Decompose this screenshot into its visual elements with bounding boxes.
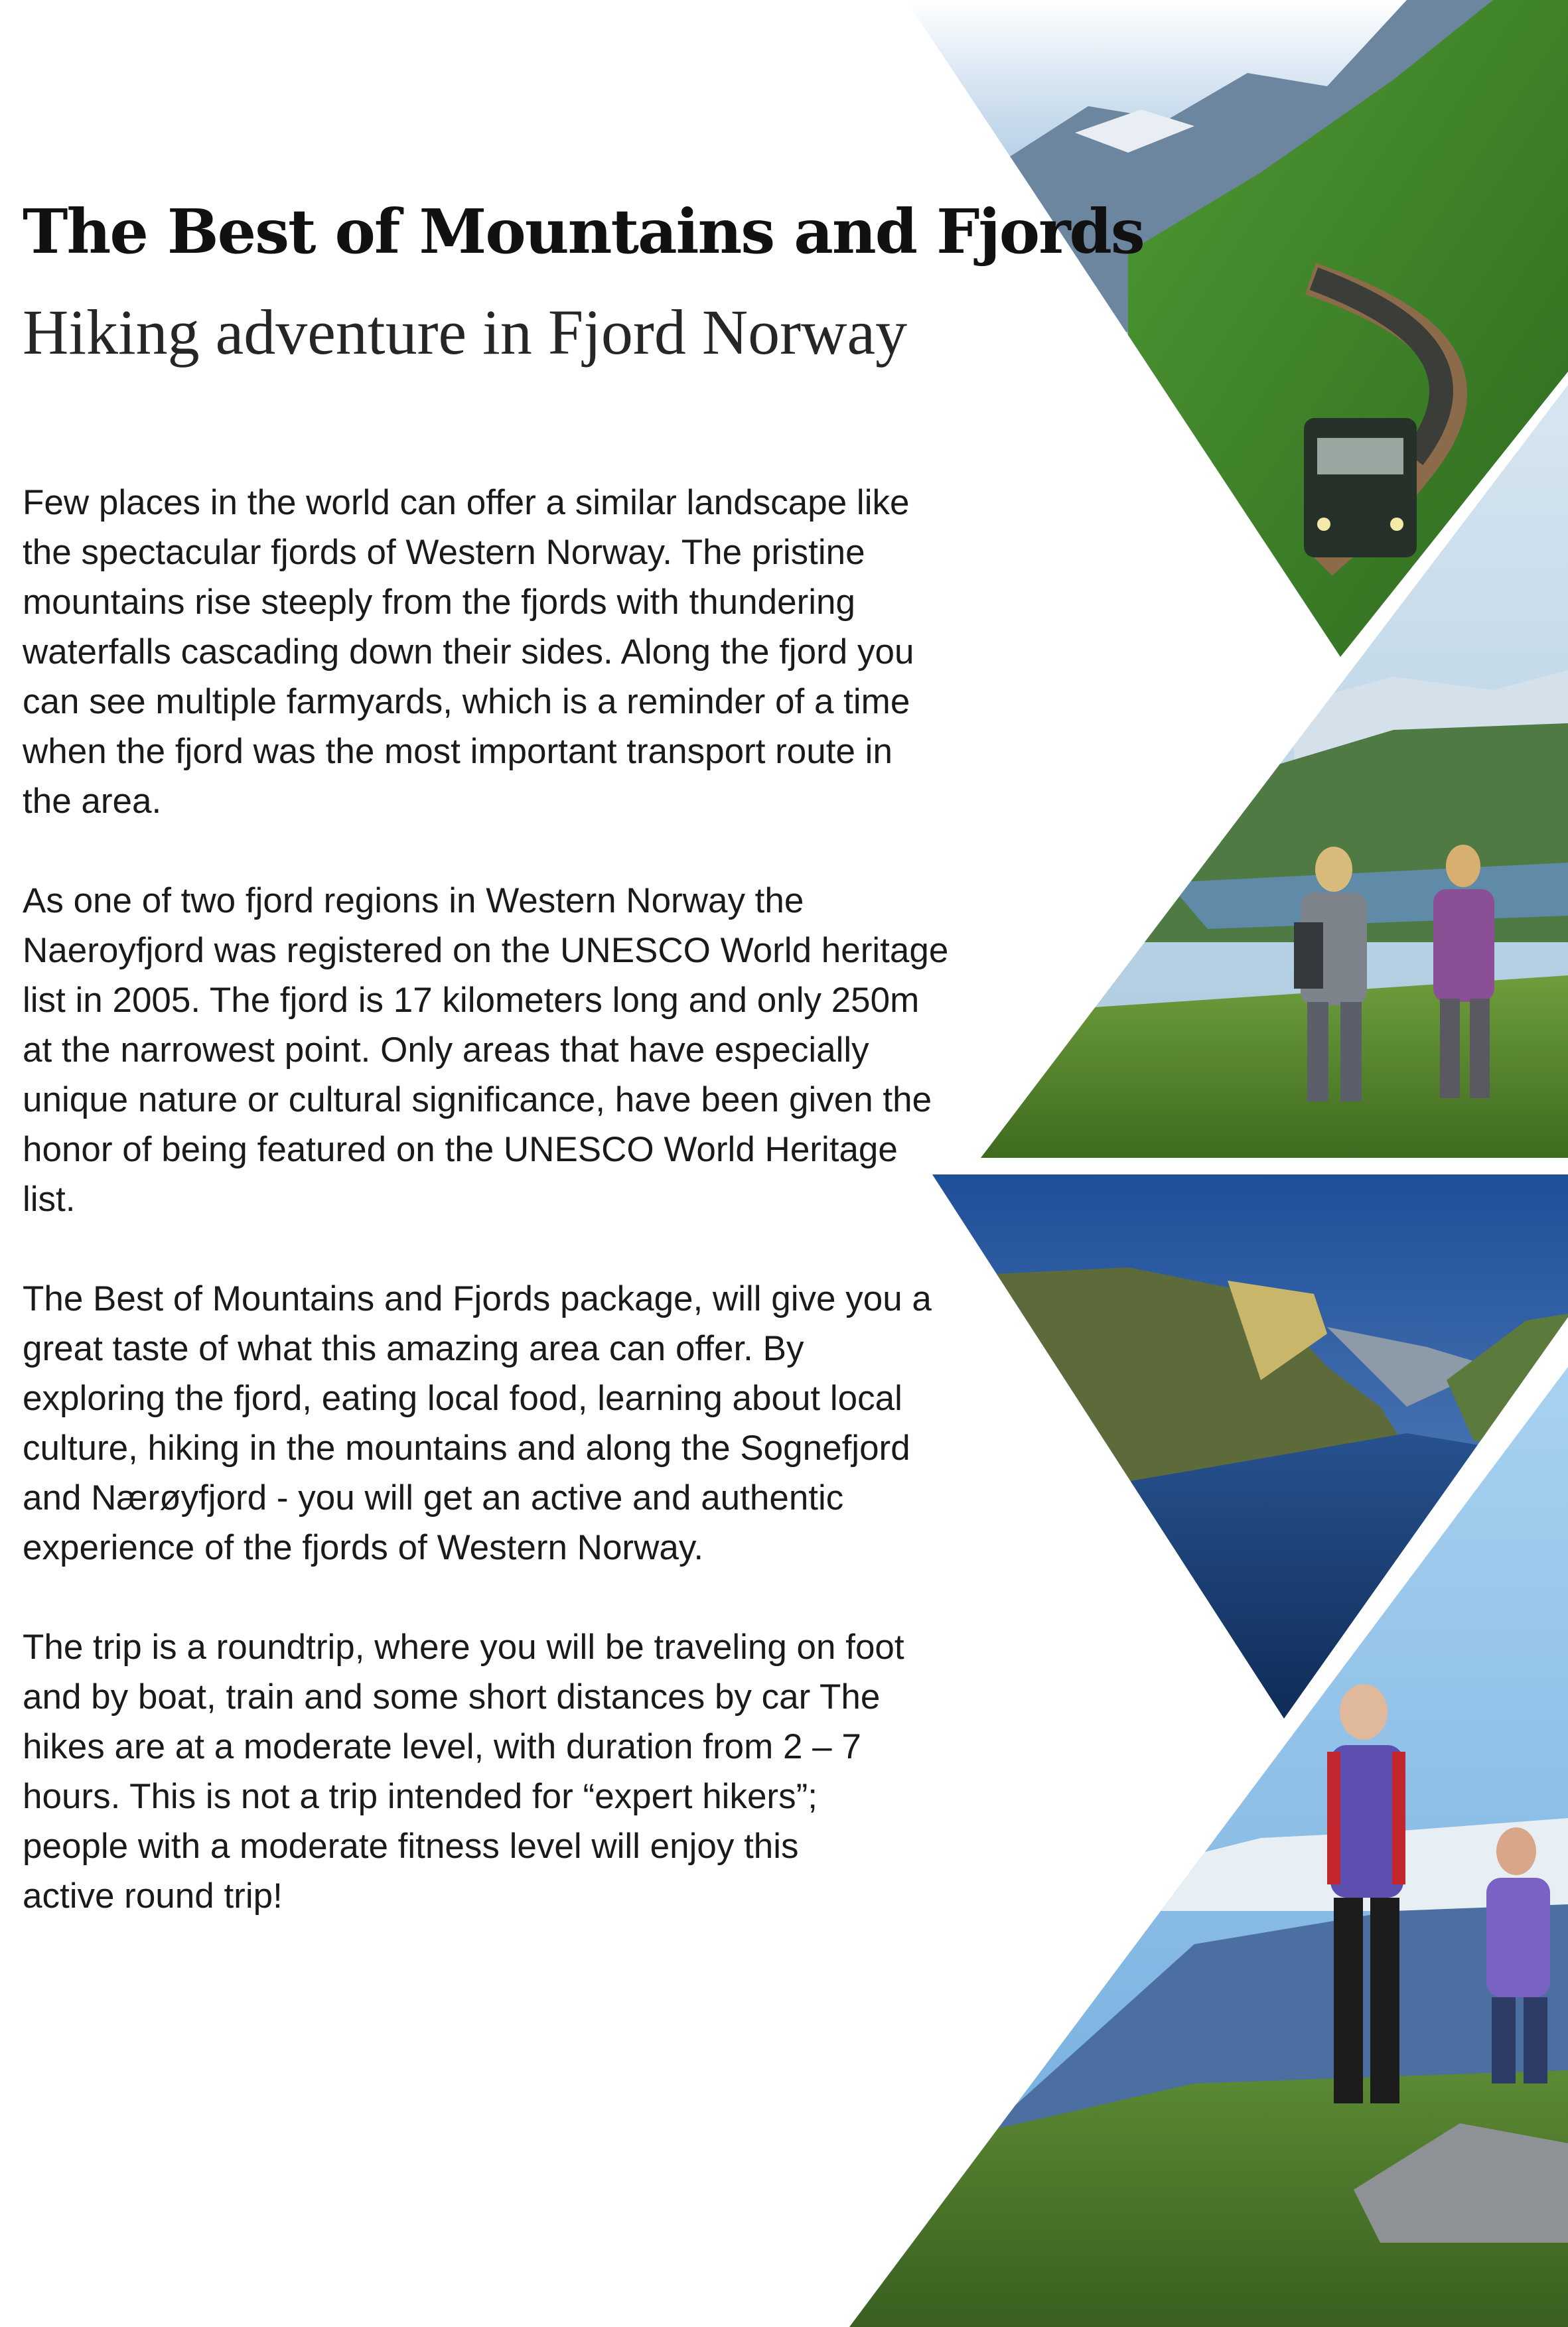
text-line: Naeroyfjord was registered on the UNESCO World heritage <box>23 931 949 970</box>
text-line: active round trip! <box>23 1876 283 1916</box>
text-line: the area. <box>23 782 162 821</box>
page-subtitle: Hiking adventure in Fjord Norway <box>23 297 908 368</box>
text-line: waterfalls cascading down their sides. Along the fjord you <box>23 632 914 671</box>
article-body <box>23 478 978 1971</box>
text-line: and Nærøyfjord - you will get an active and authentic <box>23 1478 844 1517</box>
text-line: hours. This is not a trip intended for “expert hikers”; <box>23 1777 818 1816</box>
text-line: list. <box>23 1180 76 1219</box>
paragraph-unesco <box>23 876 978 1224</box>
text-line: can see multiple farmyards, which is a reminder of a time <box>23 682 910 721</box>
text-line: culture, hiking in the mountains and along the Sognefjord <box>23 1429 910 1468</box>
text-line: and by boat, train and some short distances by car The <box>23 1677 881 1717</box>
text-line: As one of two fjord regions in Western Norway the <box>23 881 804 920</box>
text-line: The trip is a roundtrip, where you will be traveling on foot <box>23 1628 904 1667</box>
text-line: list in 2005. The fjord is 17 kilometers long and only 250m <box>23 981 920 1020</box>
text-line: honor of being featured on the UNESCO World Heritage <box>23 1130 898 1169</box>
text-line: unique nature or cultural significance, have been given the <box>23 1080 932 1119</box>
text-line: at the narrowest point. Only areas that have especially <box>23 1030 869 1070</box>
text-line: people with a moderate fitness level will enjoy this <box>23 1827 799 1866</box>
text-line: the spectacular fjords of Western Norway. The pristine <box>23 533 865 572</box>
text-line: when the fjord was the most important transport route in <box>23 732 892 771</box>
text-line: Few places in the world can offer a similar landscape like <box>23 483 910 522</box>
text-line: great taste of what this amazing area can offer. By <box>23 1329 804 1368</box>
text-line: experience of the fjords of Western Norway. <box>23 1528 704 1567</box>
paragraph-package <box>23 1274 978 1573</box>
paragraph-intro <box>23 478 978 826</box>
paragraph-trip-details <box>23 1622 978 1921</box>
page-title: The Best of Mountains and Fjords <box>23 196 1144 267</box>
text-line: mountains rise steeply from the fjords with thundering <box>23 583 855 622</box>
text-line: hikes are at a moderate level, with duration from 2 – 7 <box>23 1727 861 1766</box>
text-line: The Best of Mountains and Fjords package, will give you a <box>23 1279 932 1318</box>
text-line: exploring the fjord, eating local food, learning about local <box>23 1379 902 1418</box>
